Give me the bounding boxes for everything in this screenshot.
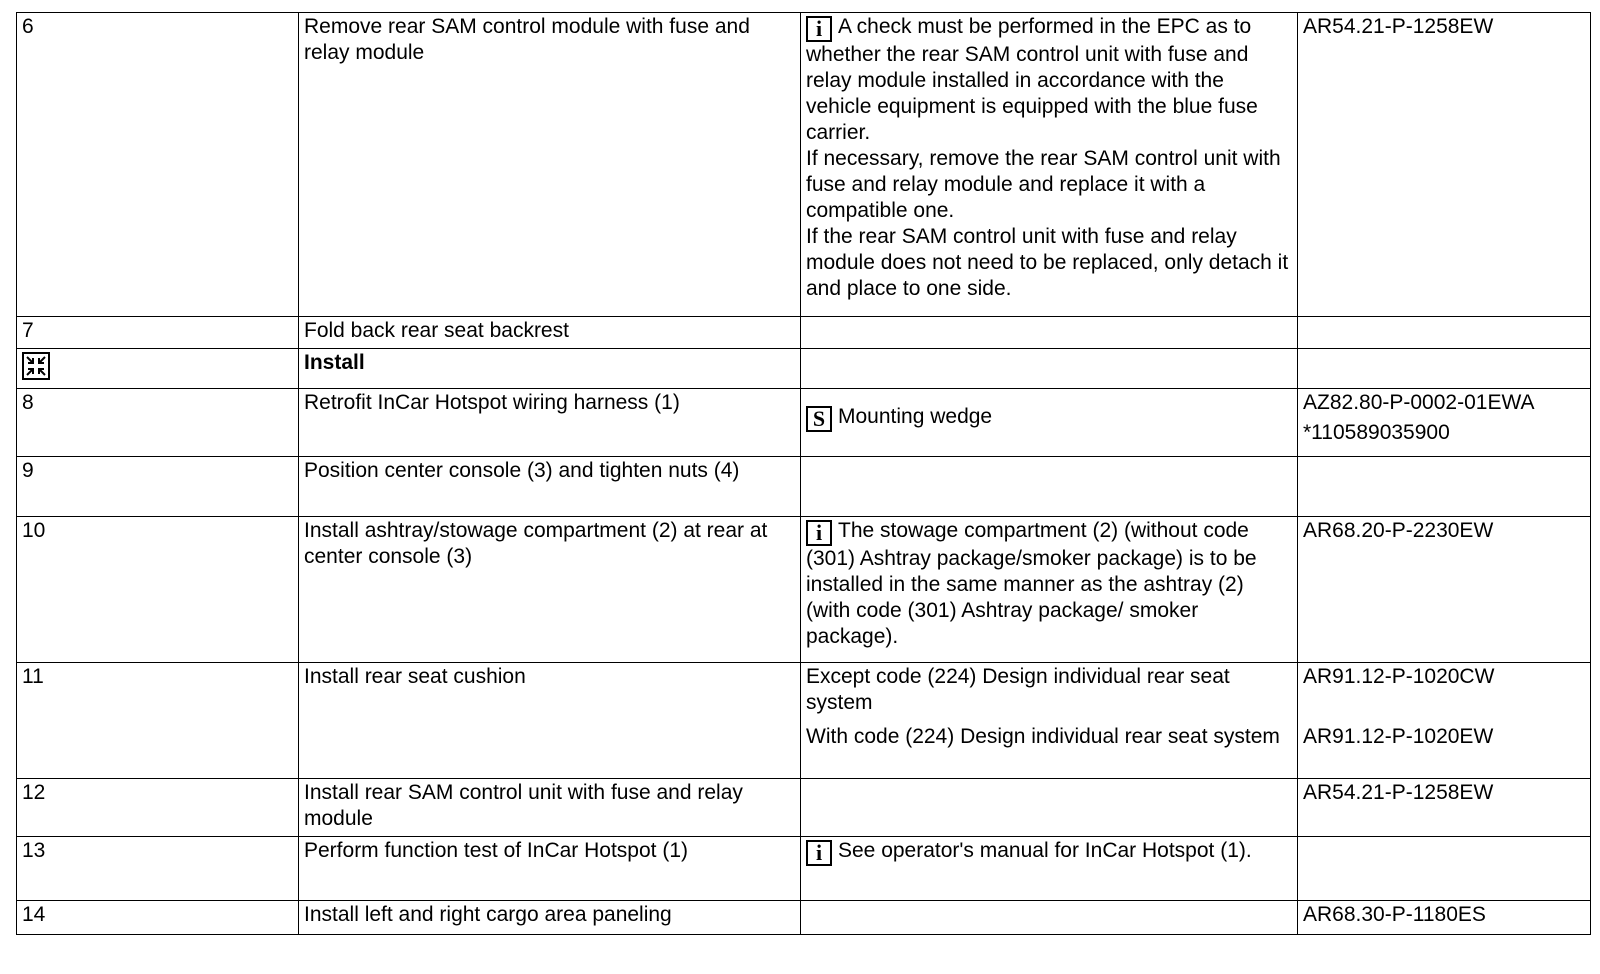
reference-cell (1298, 349, 1591, 389)
step-number: 13 (17, 837, 299, 901)
table-row (17, 349, 1591, 389)
action-text: Install rear SAM control unit with fuse and relay module (299, 779, 801, 837)
step-icon-cell (17, 349, 299, 389)
note-text: With code (224) Design individual rear seat system (806, 725, 1280, 748)
step-number: 10 (17, 517, 299, 663)
note-text: The stowage compartment (2) (without code (301) Ashtray package/smoker package) is to be installed in the same manner as the ashtray (2) (with code (301) Ashtray package/ smoker package). (806, 519, 1257, 648)
action-text: Install left and right cargo area paneling (299, 901, 801, 935)
install-icon (22, 352, 50, 380)
reference-cell (1298, 317, 1591, 349)
action-text: Remove rear SAM control module with fuse and relay module (299, 13, 801, 317)
reference-cell (1298, 457, 1591, 517)
action-text: Install ashtray/stowage compartment (2) at rear at center console (3) (299, 517, 801, 663)
note-text: Mounting wedge (838, 405, 993, 428)
step-number: 11 (17, 663, 299, 779)
table-row (17, 901, 1591, 935)
step-number: 9 (17, 457, 299, 517)
part-number: *110589035900 (1303, 421, 1450, 444)
note-cell (801, 317, 1298, 349)
note-cell (801, 663, 1298, 779)
reference-code[interactable]: AR91.12-P-1020CW (1303, 665, 1495, 688)
note-text: A check must be performed in the EPC as to whether the rear SAM control unit with fuse and relay module installed in accordance with the vehicle equipment is equipped with the blue fuse carrier. (806, 15, 1258, 144)
section-heading: Install (299, 349, 801, 389)
action-text: Perform function test of InCar Hotspot (1) (299, 837, 801, 901)
info-icon: i (806, 840, 832, 866)
table-row (17, 389, 1591, 457)
reference-code[interactable]: AR68.30-P-1180ES (1298, 901, 1591, 935)
info-icon: i (806, 520, 832, 546)
note-cell (801, 349, 1298, 389)
note-cell (801, 457, 1298, 517)
action-text: Fold back rear seat backrest (299, 317, 801, 349)
action-text: Install rear seat cushion (299, 663, 801, 779)
note-cell (801, 517, 1298, 663)
table-row (17, 317, 1591, 349)
table-row (17, 457, 1591, 517)
step-number: 7 (17, 317, 299, 349)
reference-code[interactable]: AR54.21-P-1258EW (1298, 779, 1591, 837)
note-cell (801, 901, 1298, 935)
note-cell (801, 837, 1298, 901)
reference-cell (1298, 663, 1591, 779)
reference-code[interactable]: AR54.21-P-1258EW (1298, 13, 1591, 317)
step-number: 14 (17, 901, 299, 935)
note-text: If necessary, remove the rear SAM control unit with fuse and relay module and replace it with a compatible one. (806, 147, 1281, 222)
reference-code[interactable]: AR91.12-P-1020EW (1303, 725, 1494, 748)
table-row (17, 779, 1591, 837)
note-cell (801, 13, 1298, 317)
reference-code[interactable]: AZ82.80-P-0002-01EWA (1303, 391, 1535, 414)
reference-cell (1298, 389, 1591, 457)
table-row (17, 837, 1591, 901)
step-number: 12 (17, 779, 299, 837)
action-text: Position center console (3) and tighten nuts (4) (299, 457, 801, 517)
action-text: Retrofit InCar Hotspot wiring harness (1) (299, 389, 801, 457)
note-text: Except code (224) Design individual rear seat system (806, 665, 1230, 714)
note-text: If the rear SAM control unit with fuse and relay module does not need to be replaced, only detach it and place to one side. (806, 225, 1289, 300)
note-cell (801, 389, 1298, 457)
note-text: See operator's manual for InCar Hotspot (1). (838, 839, 1252, 862)
table-row (17, 517, 1591, 663)
table-row (17, 663, 1591, 779)
special-tool-icon: S (806, 406, 832, 432)
procedure-table (16, 12, 1591, 935)
step-number: 8 (17, 389, 299, 457)
reference-cell (1298, 837, 1591, 901)
note-cell (801, 779, 1298, 837)
step-number: 6 (17, 13, 299, 317)
reference-code[interactable]: AR68.20-P-2230EW (1298, 517, 1591, 663)
info-icon: i (806, 16, 832, 42)
table-row (17, 13, 1591, 317)
